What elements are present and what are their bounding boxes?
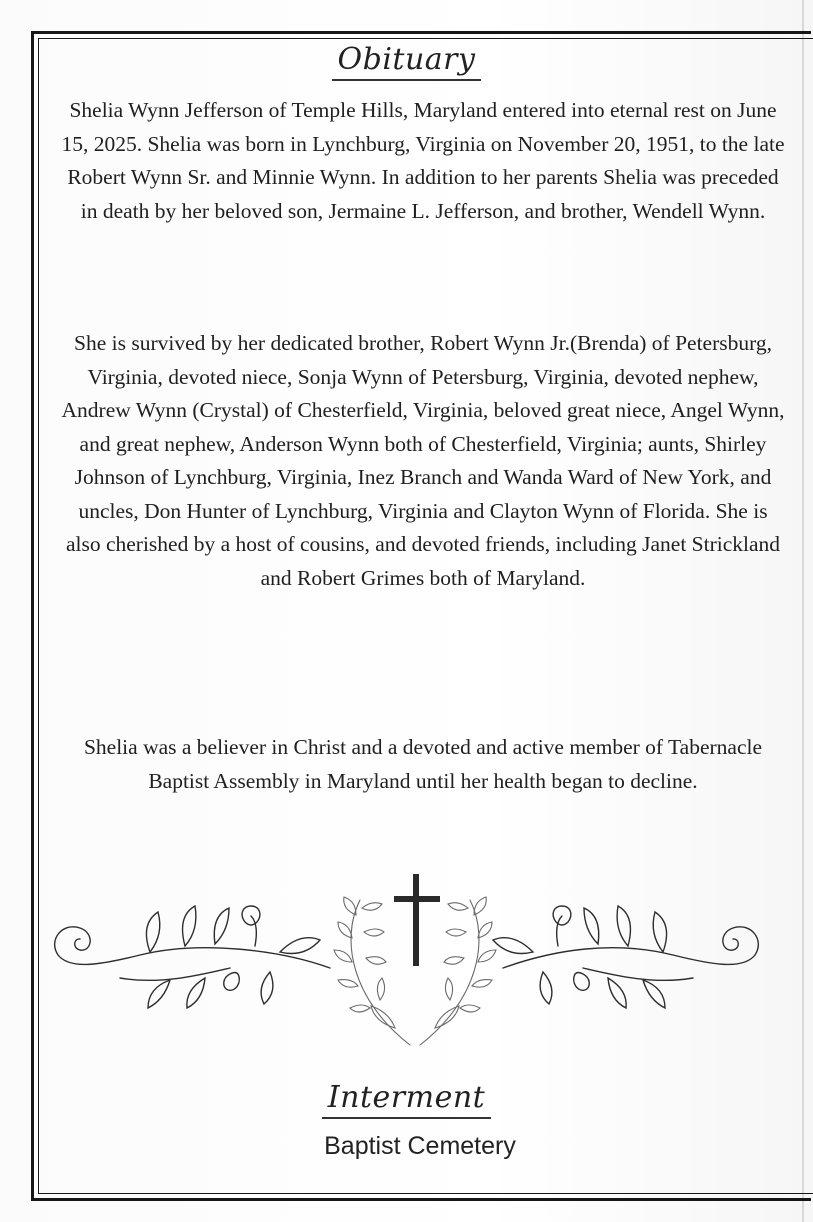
floral-ornament bbox=[0, 860, 813, 1070]
cemetery-name: Baptist Cemetery bbox=[324, 1132, 516, 1160]
floral-swirl-left-icon bbox=[55, 906, 330, 1008]
obituary-heading-text: Obituary bbox=[332, 42, 482, 81]
obituary-paragraph-3: Shelia was a believer in Christ and a devoted and active member of Tabernacle Baptist Assembly in Maryland until her health began to decline. bbox=[83, 735, 763, 793]
interment-heading-text: Interment bbox=[322, 1080, 491, 1119]
cross-icon bbox=[394, 874, 440, 966]
floral-swirl-right-icon bbox=[493, 906, 758, 1008]
obituary-heading bbox=[0, 42, 813, 81]
obituary-paragraph-2: She is survived by her dedicated brother, Robert Wynn Jr.(Brenda) of Petersburg, Virginia, devoted niece, Sonja Wynn of Petersburg, Virginia, devoted nephew, Andrew Wynn (Crystal) of Chesterfield, Virginia, beloved great niece, Angel Wynn, and great nephew, Anderson Wynn both of Chesterfield, Virginia; aunts, Shirley Johnson of Lynchburg, Virginia, Inez Branch and Wanda Ward of New York, and uncles, Don Hunter of Lynchburg, Virginia and Clayton Wynn of Florida. She is also cherished by a host of cousins, and devoted friends, including Janet Strickland and Robert Grimes both of Maryland. bbox=[61, 331, 785, 590]
obituary-paragraph-1: Shelia Wynn Jefferson of Temple Hills, Maryland entered into eternal rest on June 15, 2025. Shelia was born in Lynchburg, Virginia on November 20, 1951, to the late Robert Wynn Sr. and Minnie Wynn. In addition to her parents Shelia was preceded in death by her beloved son, Jermaine L. Jefferson, and brother, Wendell Wynn. bbox=[61, 98, 785, 223]
interment-heading bbox=[0, 1080, 813, 1119]
